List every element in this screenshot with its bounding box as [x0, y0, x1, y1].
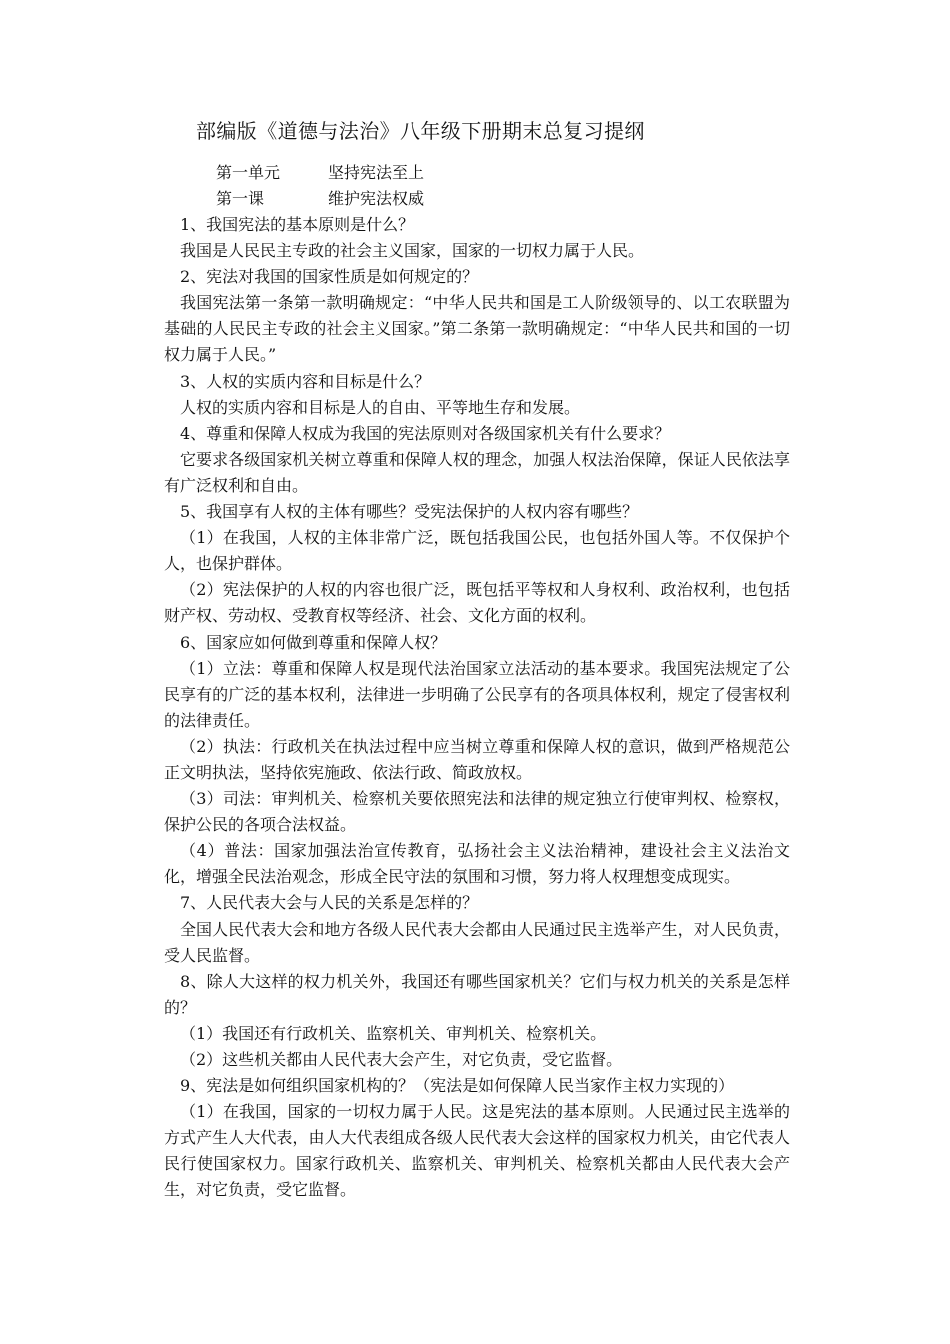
answer-paragraph: （1）在我国，人权的主体非常广泛，既包括我国公民，也包括外国人等。不仅保护个人，也保护群体。: [164, 528, 790, 574]
lesson-label: 第一课: [216, 189, 265, 208]
answer-paragraph: 我国是人民民主专政的社会主义国家，国家的一切权力属于人民。: [180, 241, 645, 261]
unit-heading: [164, 160, 790, 186]
unit-name: 坚持宪法至上: [328, 163, 425, 182]
answer-paragraph: （1）在我国，国家的一切权力属于人民。这是宪法的基本原则。人民通过民主选举的方式产生人大代表，由人大代表组成各级人民代表大会这样的国家权力机关，由它代表人民行使国家权力。国家行政机关、监察机关、审判机关、检察机关都由人民代表大会产生，对它负责，受它监督。: [164, 1102, 790, 1200]
answer-paragraph: （1）我国还有行政机关、监察机关、审判机关、检察机关。: [180, 1023, 607, 1043]
answer-paragraph: （4）普法：国家加强法治宣传教育，弘扬社会主义法治精神，建设社会主义法治文化，增强全民法治观念，形成全民守法的氛围和习惯，努力将人权理想变成现实。: [164, 841, 790, 887]
answer-paragraph: 它要求各级国家机关树立尊重和保障人权的理念，加强人权法治保障，保证人民依法享有广泛权利和自由。: [164, 449, 790, 495]
unit-label: 第一单元: [216, 163, 281, 182]
document-title: 部编版《道德与法治》八年级下册期末总复习提纲: [196, 119, 645, 143]
question: 9、宪法是如何组织国家机构的？（宪法是如何保障人民当家作主权力实现的）: [180, 1076, 735, 1096]
question: 7、人民代表大会与人民的关系是怎样的？: [180, 893, 479, 913]
outline-body: [164, 212, 790, 1204]
question: 2、宪法对我国的国家性质是如何规定的？: [180, 267, 479, 287]
document-page: [164, 118, 790, 1204]
answer-paragraph: （1）立法：尊重和保障人权是现代法治国家立法活动的基本要求。我国宪法规定了公民享有的广泛的基本权利，法律进一步明确了公民享有的各项具体权利，规定了侵害权利的法律责任。: [164, 658, 790, 730]
answer-paragraph: 全国人民代表大会和地方各级人民代表大会都由人民通过民主选举产生，对人民负责，受人民监督。: [164, 919, 790, 965]
lesson-heading: [164, 186, 790, 212]
question: 5、我国享有人权的主体有哪些？受宪法保护的人权内容有哪些？: [180, 502, 639, 522]
question: 6、国家应如何做到尊重和保障人权？: [180, 632, 447, 652]
answer-paragraph: （2）执法：行政机关在执法过程中应当树立尊重和保障人权的意识，做到严格规范公正文明执法，坚持依宪施政、依法行政、简政放权。: [164, 736, 790, 782]
question: 1、我国宪法的基本原则是什么？: [180, 215, 415, 234]
question: 3、人权的实质内容和目标是什么？: [180, 371, 431, 391]
answer-paragraph: 我国宪法第一条第一款明确规定：“中华人民共和国是工人阶级领导的、以工农联盟为基础的人民民主专政的社会主义国家。”第二条第一款明确规定：“中华人民共和国的一切权力属于人民。”: [164, 293, 790, 365]
question: 4、尊重和保障人权成为我国的宪法原则对各级国家机关有什么要求？: [180, 423, 671, 443]
answer-paragraph: （3）司法：审判机关、检察机关要依照宪法和法律的规定独立行使审判权、检察权，保护公民的各项合法权益。: [164, 789, 790, 835]
lesson-name: 维护宪法权威: [328, 189, 425, 208]
answer-paragraph: （2）这些机关都由人民代表大会产生，对它负责，受它监督。: [180, 1050, 623, 1069]
question: 8、除人大这样的权力机关外，我国还有哪些国家机关？它们与权力机关的关系是怎样的？: [164, 971, 790, 1017]
answer-paragraph: （2）宪法保护的人权的内容也很广泛，既包括平等权和人身权利、政治权利，也包括财产权、劳动权、受教育权等经济、社会、文化方面的权利。: [164, 580, 790, 626]
answer-paragraph: 人权的实质内容和目标是人的自由、平等地生存和发展。: [180, 397, 581, 417]
